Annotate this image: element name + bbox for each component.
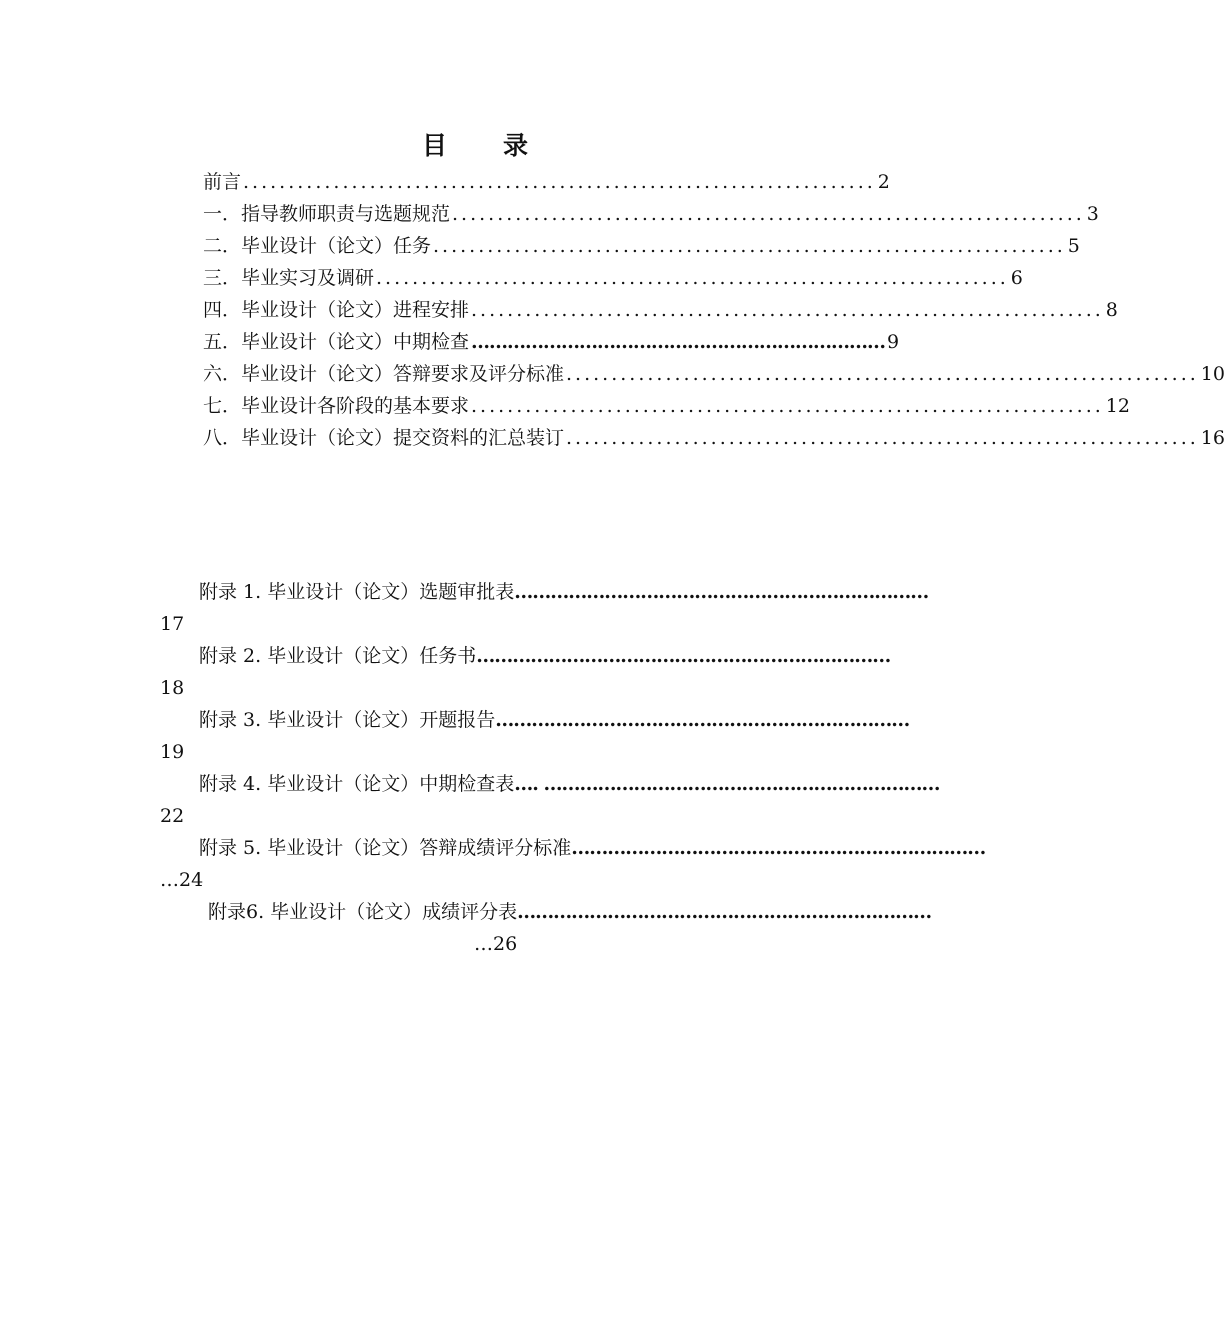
dot-leader: ……………………………………………………………	[495, 709, 910, 731]
appendix-entry-page: 18	[160, 677, 185, 699]
appendix-entry-page: …24	[160, 869, 204, 891]
title-char-right: 录	[503, 131, 529, 160]
appendix-entry-1[interactable]	[160, 576, 929, 640]
dot-leader: ……………………………………………………………	[517, 901, 932, 923]
dot-leader: ......................................................................	[243, 171, 876, 193]
toc-entry-page: 6	[1010, 267, 1023, 289]
appendix-entry-page: 17	[160, 613, 185, 635]
appendix-list	[160, 576, 986, 960]
dot-leader: ......................................................................	[452, 203, 1085, 225]
toc-entry-6[interactable]	[203, 358, 1225, 390]
toc-entry-label: 二．毕业设计（论文）任务	[203, 235, 432, 257]
toc-entry-2[interactable]	[203, 230, 1080, 262]
appendix-entry-label: 附录 5. 毕业设计（论文）答辩成绩评分标准	[199, 837, 572, 859]
toc-entry-page: 10	[1200, 363, 1225, 385]
appendix-entry-5[interactable]	[160, 832, 986, 896]
toc-entry-label: 一．指导教师职责与选题规范	[203, 203, 451, 225]
toc-entry-label: 六．毕业设计（论文）答辩要求及评分标准	[203, 363, 565, 385]
appendix-entry-label: 附录 4. 毕业设计（论文）中期检查表	[199, 773, 515, 795]
dot-leader: ……………………………………………………………	[571, 837, 986, 859]
toc-entry-page: 16	[1200, 427, 1225, 449]
toc-entry-page: 3	[1086, 203, 1099, 225]
toc-entry-3[interactable]	[203, 262, 1023, 294]
table-of-contents	[203, 166, 1225, 454]
toc-entry-page: 12	[1105, 395, 1130, 417]
toc-entry-7[interactable]	[203, 390, 1130, 422]
title-char-left: 目	[421, 131, 447, 160]
toc-entry-page: 2	[877, 171, 890, 193]
toc-entry-page: 8	[1105, 299, 1118, 321]
appendix-entry-page: 19	[160, 741, 185, 763]
dot-leader: ……………………………………………………………	[476, 645, 891, 667]
toc-entry-page: 5	[1067, 235, 1080, 257]
appendix-entry-page: …26	[474, 933, 518, 955]
appendix-entry-2[interactable]	[160, 640, 891, 704]
dot-leader: ......................................................................	[566, 427, 1199, 449]
dot-leader: ……………………………………………………………	[514, 581, 929, 603]
dot-leader: ......................................................................	[376, 267, 1009, 289]
dot-leader: ......................................................................	[471, 395, 1104, 417]
appendix-entry-6[interactable]	[160, 896, 932, 960]
appendix-entry-label: 附录 1. 毕业设计（论文）选题审批表	[199, 581, 515, 603]
toc-entry-label: 三．毕业实习及调研	[203, 267, 375, 289]
appendix-entry-label: 附录6. 毕业设计（论文）成绩评分表	[208, 901, 518, 923]
appendix-entry-label: 附录 2. 毕业设计（论文）任务书	[199, 645, 477, 667]
appendix-entry-4[interactable]	[160, 768, 940, 832]
dot-leader: ......................................................................	[471, 299, 1104, 321]
toc-entry-preface[interactable]	[203, 166, 890, 198]
dot-leader: ......................................................................	[433, 235, 1066, 257]
toc-entry-5[interactable]	[203, 326, 900, 358]
toc-entry-label: 七．毕业设计各阶段的基本要求	[203, 395, 470, 417]
toc-entry-8[interactable]	[203, 422, 1225, 454]
dot-leader: ......................................................................	[566, 363, 1199, 385]
dot-leader: ……………………………………………………………	[471, 331, 886, 353]
appendix-entry-label: 附录 3. 毕业设计（论文）开题报告	[199, 709, 496, 731]
appendix-entry-3[interactable]	[160, 704, 910, 768]
toc-entry-label: 八．毕业设计（论文）提交资料的汇总装订	[203, 427, 565, 449]
toc-entry-label: 四．毕业设计（论文）进程安排	[203, 299, 470, 321]
toc-entry-4[interactable]	[203, 294, 1118, 326]
toc-entry-label: 前言	[203, 171, 242, 193]
page-title	[0, 128, 950, 164]
toc-entry-1[interactable]	[203, 198, 1099, 230]
appendix-entry-page: 22	[160, 805, 185, 827]
toc-entry-label: 五．毕业设计（论文）中期检查	[203, 331, 470, 353]
toc-entry-page: 9	[887, 331, 900, 353]
dot-leader: …. …………………………………………………………	[514, 773, 940, 795]
